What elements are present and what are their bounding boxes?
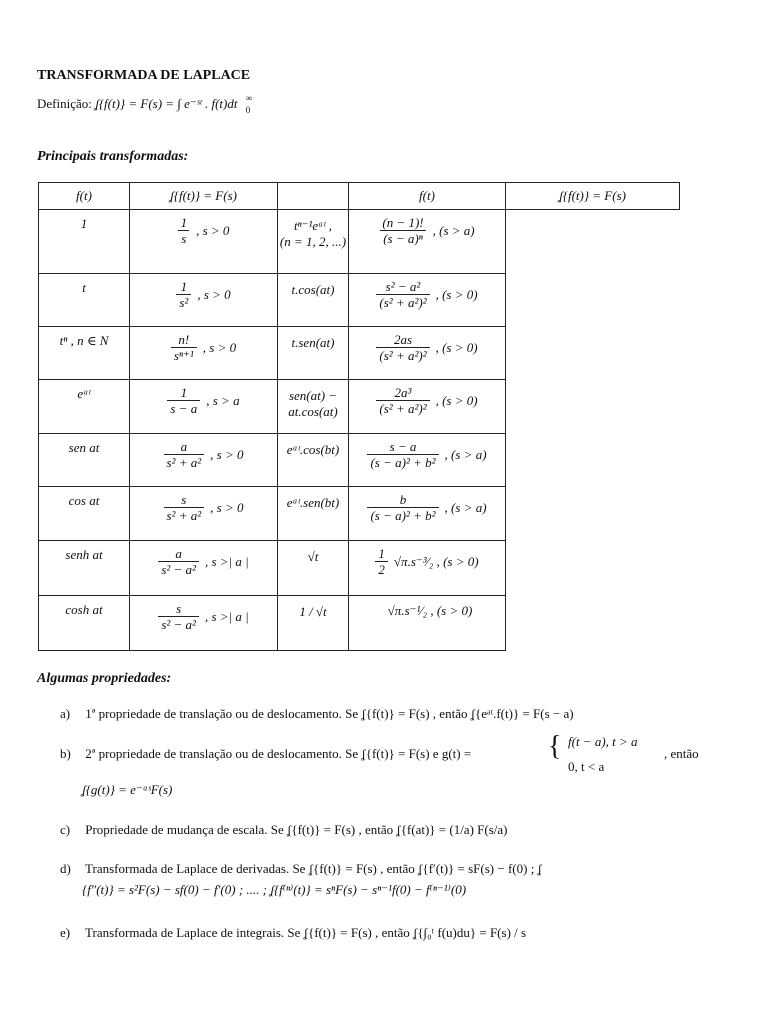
property-d [60,861,542,877]
table-row [39,274,680,327]
condition: , (s > a) [444,500,487,515]
cell-f-left [39,380,130,434]
denominator: (s² + a²)² [376,400,429,416]
numerator: 1 [180,215,188,230]
cell-f-right [278,274,349,327]
f-right: eᵃᵗ.cos(bt) [286,442,340,457]
numerator: s² − a² [385,279,421,294]
cell-f-right [278,434,349,487]
property-label: b) [60,746,71,761]
condition: , s > 0 [197,287,231,302]
denominator: (s − a)² + b² [367,454,438,470]
cell-F-left [130,327,278,380]
property-a [60,706,574,722]
fraction [158,602,199,632]
denominator: (s² + a²)² [376,347,429,363]
property-b-line2: ʆ{g(t)} = e⁻ᵃˢF(s) [82,782,173,797]
f-right: √t [307,549,319,564]
numerator: 1 [180,279,188,294]
cell-f-left [39,210,130,274]
fraction [376,386,429,416]
fraction [376,333,429,363]
table-row [39,541,680,596]
cell-F-right [349,596,506,651]
cell-F-left [130,210,278,274]
table-row [39,210,680,274]
property-b [60,746,471,762]
cell-F-left [130,487,278,541]
numerator: 1 [378,546,385,561]
fraction [164,493,205,523]
property-label: a) [60,706,71,721]
cases-brace: { [548,731,562,762]
property-label: e) [60,925,71,940]
condition: √π.s⁻³⁄₂ , (s > 0) [393,554,479,569]
fraction [379,216,426,246]
numerator: a [180,439,188,454]
numerator: (n − 1)! [382,215,424,230]
cell-f-left [39,541,130,596]
fraction [164,440,205,470]
property-c [60,822,508,838]
condition: , s > 0 [210,500,244,515]
condition: , s >| a | [204,554,249,569]
table-header-row [39,183,680,210]
cell-f-left [39,487,130,541]
fraction [171,333,197,363]
integral-lower: 0 [245,105,251,116]
cell-F-right [349,434,506,487]
f-left: cos at [68,493,100,508]
denominator: 2 [375,561,388,577]
table-row [39,327,680,380]
property-text: Transformada de Laplace de integrais. Se ʆ{f(t)} = F(s) , então ʆ{∫₀ᵗ f(u)du} = F(s) / s [85,925,527,940]
property-d-line2: {f″(t)} = s²F(s) − sf(0) − f′(0) ; .... ; ʆ{f⁽ⁿ⁾(t)} = sⁿF(s) − sⁿ⁻¹f(0) − f⁽ⁿ⁻¹⁾(0) [82,882,467,897]
f-right: t.cos(at) [291,282,335,297]
numerator: s [181,492,187,507]
cell-f-right [278,596,349,651]
condition: , (s > 0) [435,287,478,302]
cell-f-right [278,487,349,541]
fraction [176,280,191,310]
transforms-table [38,182,680,651]
condition: , (s > 0) [435,393,478,408]
numerator: a [175,546,182,561]
fraction [367,493,438,523]
property-text: Transformada de Laplace de derivadas. Se ʆ{f(t)} = F(s) , então ʆ{f′(t)} = sF(s) − f(0) ; ʆ [85,861,542,876]
property-text: 1ª propriedade de translação ou de deslocamento. Se ʆ{f(t)} = F(s) , então ʆ{eᵃᵗ.f(t)} = F(s − a) [85,706,574,721]
cell-F-right [349,274,506,327]
fraction [178,216,191,246]
header-f-right: f(t) [349,183,506,210]
definition-label: Definição: [37,96,92,111]
section-heading-properties: Algumas propriedades: [37,671,172,686]
numerator: s [176,601,182,616]
denominator: s² − a² [158,561,199,577]
cell-f-right [278,327,349,380]
condition: , (s > a) [432,223,475,238]
condition: , s > 0 [202,340,237,355]
f-left: senh at [65,547,103,562]
denominator: s − a [167,400,200,416]
cell-F-right [349,487,506,541]
f-right: sen(at) − at.cos(at) [288,388,338,419]
case-1: f(t − a), t > a [568,734,638,749]
property-text: 2ª propriedade de translação ou de deslocamento. Se ʆ{f(t)} = F(s) e g(t) = [85,746,472,761]
cell-f-right [278,380,349,434]
f-right: tⁿ⁻¹eᵃᵗ , [293,218,333,233]
condition: , s >| a | [204,609,249,624]
denominator: s² [176,294,191,310]
numerator: b [399,492,407,507]
case-2: 0, t < a [568,759,605,774]
table-row [39,487,680,541]
f-left: t [82,280,86,295]
header-F-left: ʆ{f(t)} = F(s) [130,183,278,210]
cell-f-left [39,327,130,380]
property-b-tail: , então [664,746,699,761]
numerator: n! [178,332,190,347]
f-right: 1 / √t [299,604,327,619]
definition-formula: ʆ{f(t)} = F(s) = ∫ e⁻ˢᵗ . f(t)dt [95,96,238,111]
cell-f-right [278,541,349,596]
cell-F-right [349,210,506,274]
numerator: 2as [393,332,413,347]
f-left: cosh at [65,602,103,617]
cell-f-left [39,274,130,327]
condition: , s > a [206,393,240,408]
denominator: (s − a)ⁿ [380,230,426,246]
table-row [39,434,680,487]
denominator: (s² + a²)² [376,294,429,310]
cell-F-left [130,380,278,434]
fraction [167,386,200,416]
cell-F-left [130,274,278,327]
cell-F-right [349,541,506,596]
cell-F-right [349,380,506,434]
header-f-left: f(t) [39,183,130,210]
integral-upper: ∞ [245,93,253,104]
f-left: 1 [80,216,88,231]
denominator: s [178,230,189,246]
condition: , (s > 0) [435,340,478,355]
fraction [158,547,199,577]
page-title: TRANSFORMADA DE LAPLACE [37,68,251,83]
denominator: s² + a² [164,507,205,523]
denominator: s² + a² [164,454,205,470]
numerator: 2a³ [394,385,412,400]
definition-line [37,93,253,116]
denominator: (s − a)² + b² [367,507,438,523]
property-label: d) [60,861,71,876]
table-row [39,380,680,434]
property-text: Propriedade de mudança de escala. Se ʆ{f(t)} = F(s) , então ʆ{f(at)} = (1/a) F(s/a) [85,822,508,837]
condition: , s > 0 [196,223,230,238]
cell-F-left [130,434,278,487]
table-row [39,596,680,651]
fraction [375,547,388,577]
table-spacer [278,183,349,210]
f-right: t.sen(at) [291,335,335,350]
f-left: tⁿ , n ∈ N [59,333,109,348]
property-label: c) [60,822,71,837]
cell-F-right [349,327,506,380]
denominator: s² − a² [158,616,199,632]
f-left: eᵃᵗ [77,386,91,401]
section-heading-transforms: Principais transformadas: [37,149,189,164]
fraction [376,280,429,310]
f-right-2: (n = 1, 2, ...) [279,234,347,249]
denominator: sⁿ⁺¹ [171,347,197,363]
condition: , s > 0 [210,447,244,462]
numerator: 1 [180,385,188,400]
f-left: sen at [68,440,100,455]
property-e [60,925,526,941]
cell-f-left [39,434,130,487]
header-F-right: ʆ{f(t)} = F(s) [506,183,680,210]
condition: √π.s⁻¹⁄₂ , (s > 0) [387,603,473,619]
cell-f-left [39,596,130,651]
cell-F-left [130,596,278,651]
f-right: eᵃᵗ.sen(bt) [286,495,340,510]
cell-F-left [130,541,278,596]
cell-f-right [278,210,349,274]
fraction [367,440,438,470]
condition: , (s > a) [444,447,487,462]
numerator: s − a [389,439,417,454]
